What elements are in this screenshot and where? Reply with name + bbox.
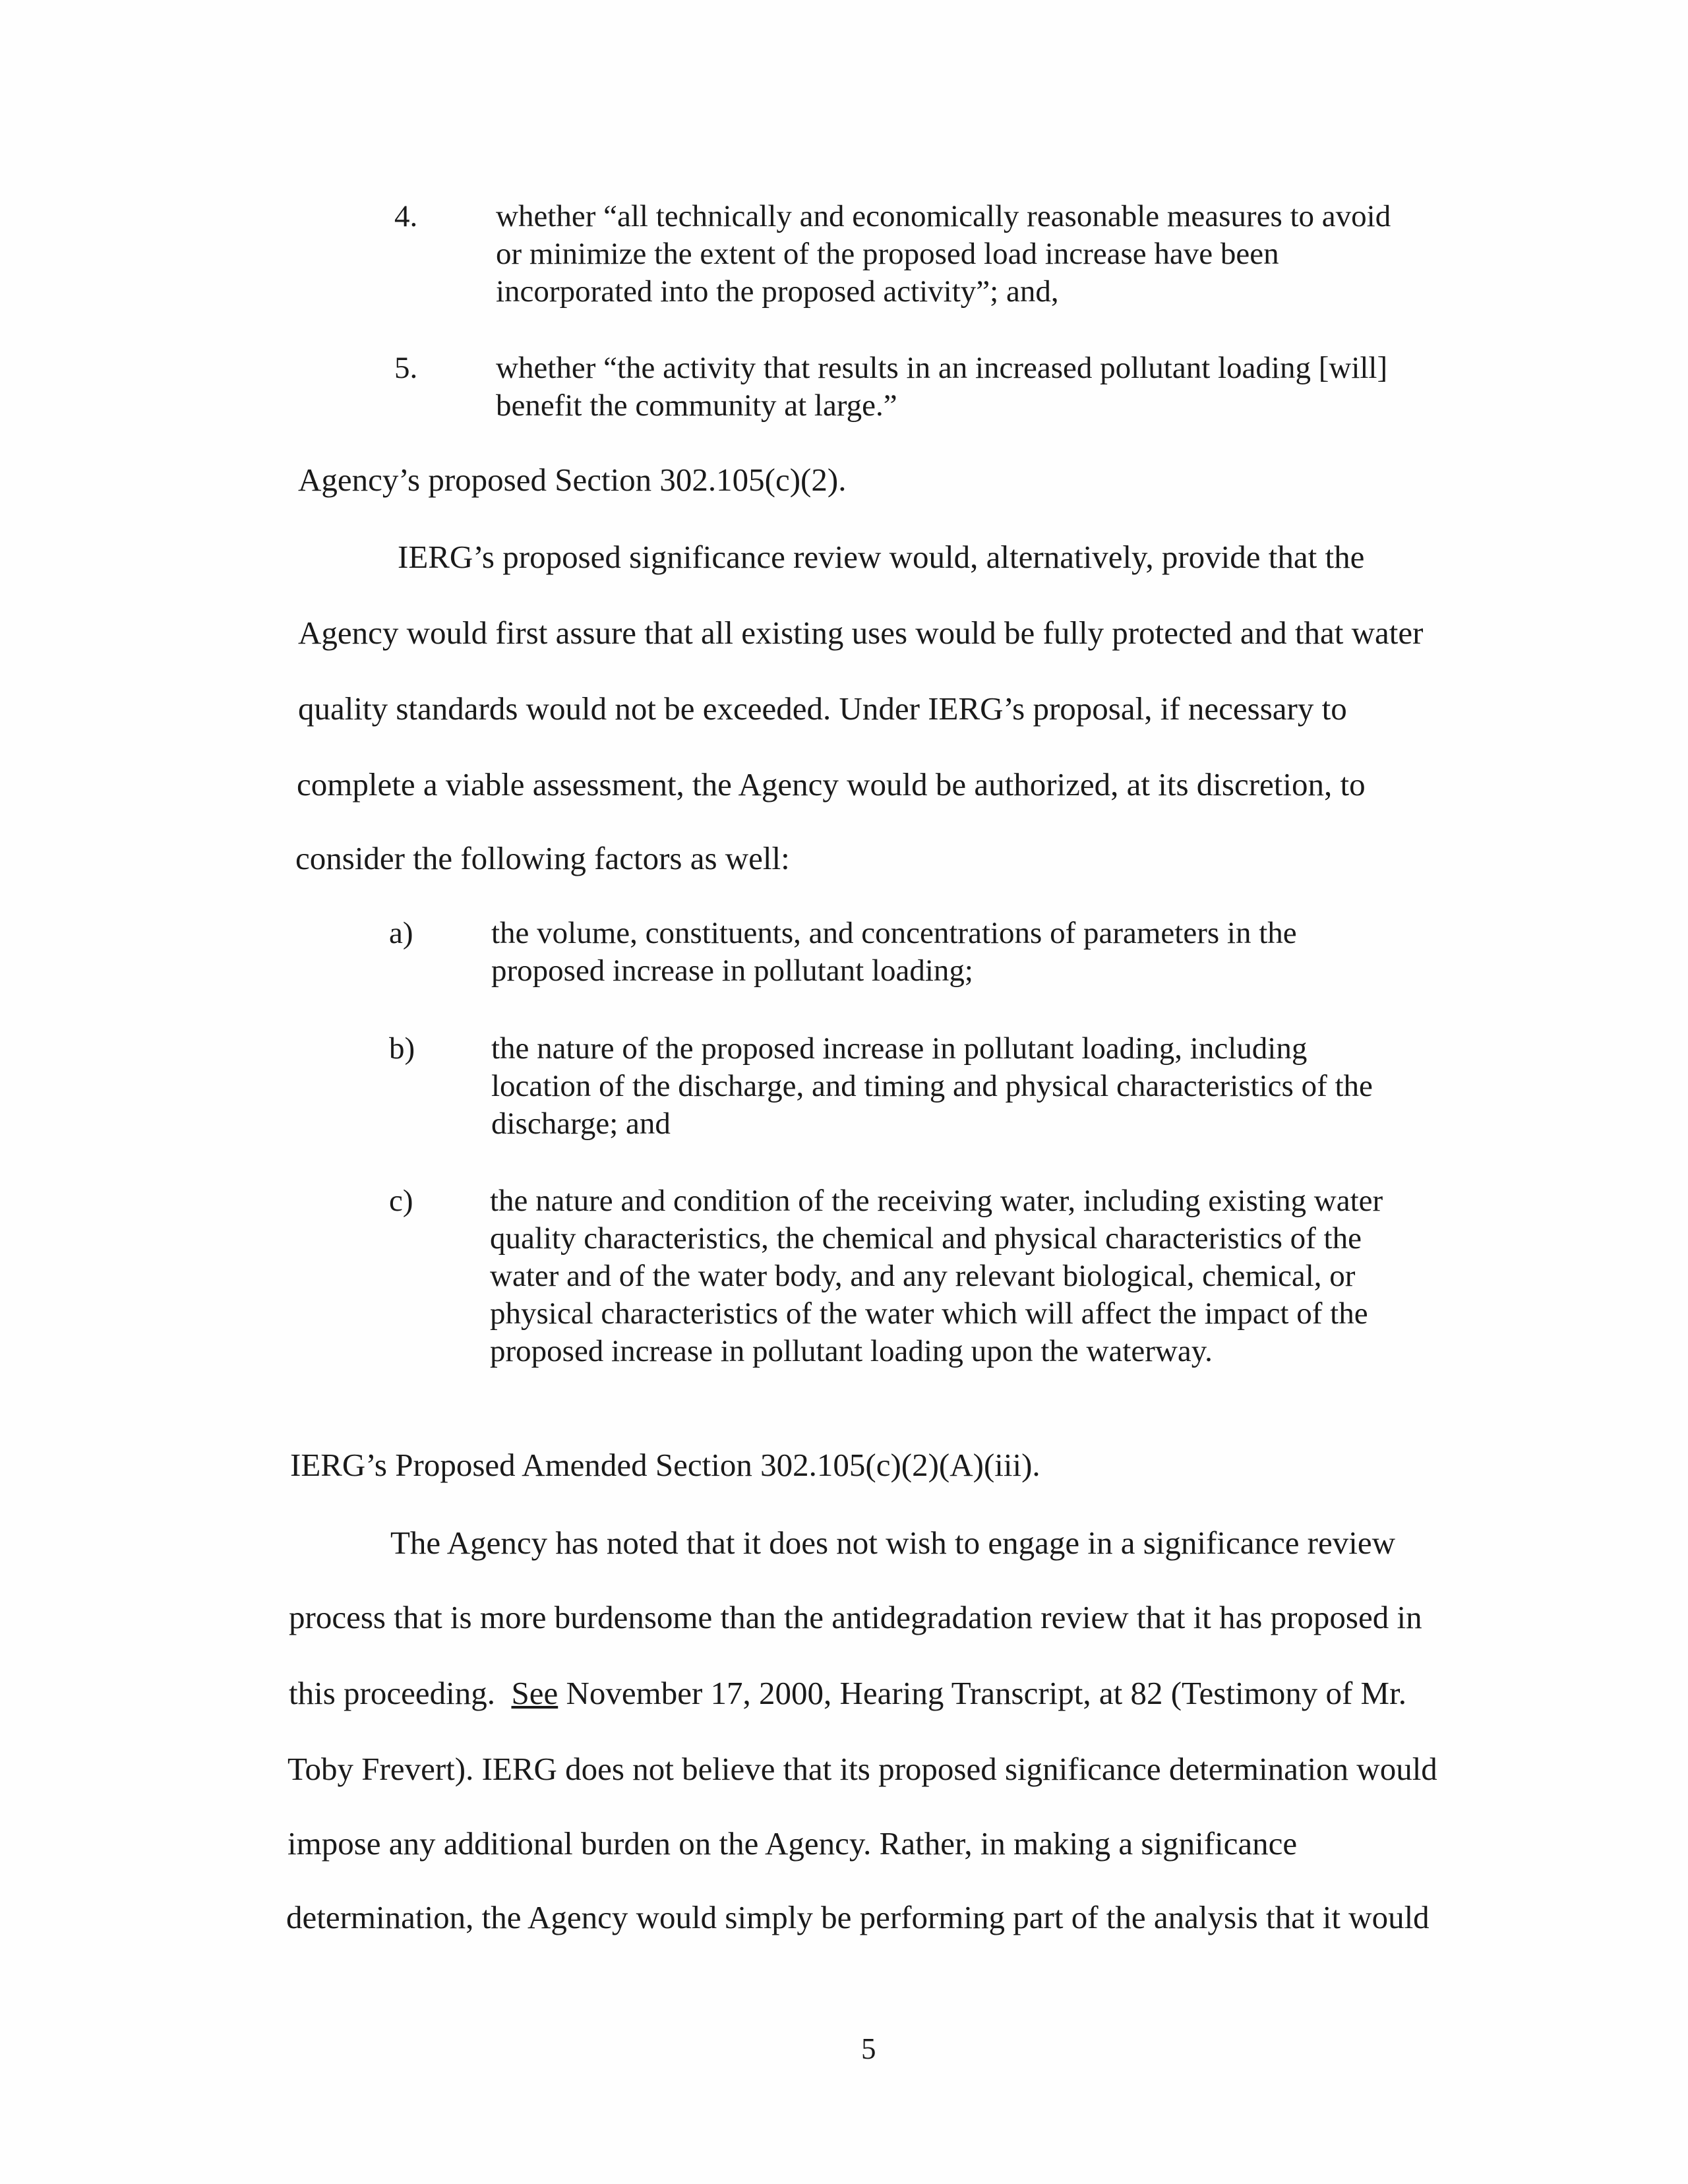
see-signal: See xyxy=(511,1675,558,1711)
ierg-paragraph-line-2: Agency would first assure that all existing uses would be fully protected and that water xyxy=(298,615,1424,651)
agency-paragraph-line-4: Toby Frevert). IERG does not believe that its proposed significance determination would xyxy=(287,1751,1437,1787)
ierg-paragraph-line-4: complete a viable assessment, the Agency would be authorized, at its discretion, to xyxy=(297,766,1366,803)
agency-paragraph-line-5: impose any additional burden on the Agency. Rather, in making a significance xyxy=(287,1825,1298,1862)
list-item-text: whether “all technically and economically reasonable measures to avoid or minimize the extent of the proposed load increase have been incorporated into the proposed activity”; and, xyxy=(496,199,1391,309)
list-marker: b) xyxy=(389,1031,415,1066)
list-marker: 5. xyxy=(394,351,418,385)
line-text: November 17, 2000, Hearing Transcript, at 82 (Testimony of Mr. xyxy=(558,1675,1406,1711)
list-item-factor-b xyxy=(389,1030,1444,1149)
citation-ierg-section: IERG’s Proposed Amended Section 302.105(c)(2)(A)(iii). xyxy=(290,1447,1040,1483)
list-marker: 4. xyxy=(394,199,418,233)
ierg-paragraph-line-5: consider the following factors as well: xyxy=(295,840,790,876)
agency-paragraph-line-2: process that is more burdensome than the antidegradation review that it has proposed in xyxy=(289,1599,1422,1635)
list-item-text: the nature of the proposed increase in pollutant loading, including location of the discharge, and timing and physical characteristics of the discharge; and xyxy=(491,1031,1373,1141)
ierg-paragraph-line-3: quality standards would not be exceeded. Under IERG’s proposal, if necessary to xyxy=(298,690,1347,727)
list-item-text: the nature and condition of the receiving water, including existing water quality characteristics, the chemical and physical characteristics of the water and of the water body, and any relevant biological, chemical, or physical characteristics of the water which will affect the impact of the proposed increase in pollutant loading upon the waterway. xyxy=(490,1184,1383,1368)
list-item-factor-c xyxy=(389,1182,1444,1420)
list-item-text: whether “the activity that results in an increased pollutant loading [will] benefit the community at large.” xyxy=(496,351,1388,423)
agency-paragraph-line-1: The Agency has noted that it does not wish to engage in a significance review xyxy=(390,1525,1396,1561)
citation-agency-section: Agency’s proposed Section 302.105(c)(2). xyxy=(298,462,847,498)
line-text: this proceeding. xyxy=(289,1675,512,1711)
list-item-factor-a xyxy=(389,915,1444,994)
list-item-criterion-5 xyxy=(394,349,1449,429)
agency-paragraph-line-6: determination, the Agency would simply be performing part of the analysis that it would xyxy=(286,1899,1430,1935)
agency-paragraph-line-3 xyxy=(289,1674,1406,1713)
list-marker: c) xyxy=(389,1184,413,1218)
list-item-criterion-4 xyxy=(394,198,1449,323)
page-number: 5 xyxy=(861,2032,876,2065)
list-marker: a) xyxy=(389,916,413,950)
list-item-text: the volume, constituents, and concentrations of parameters in the proposed increase in pollutant loading; xyxy=(491,916,1297,988)
ierg-paragraph-line-1: IERG’s proposed significance review would, alternatively, provide that the xyxy=(398,539,1365,575)
